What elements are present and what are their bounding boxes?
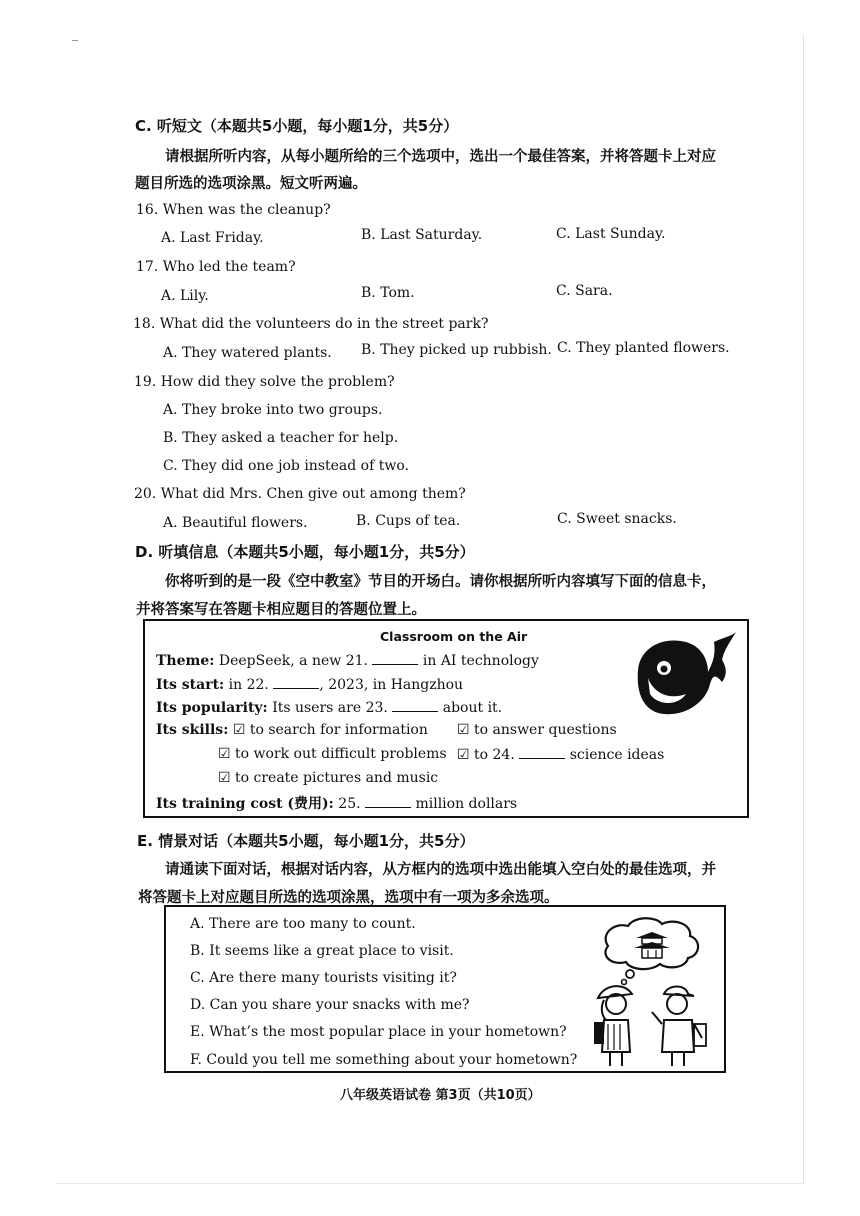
question-17-option-b: B. Tom.	[361, 285, 415, 301]
card-start-row	[156, 676, 463, 693]
question-19-option-a: A. They broke into two groups.	[163, 402, 383, 418]
checkbox-icon: ☑	[457, 747, 470, 763]
card-cost-row	[156, 793, 517, 813]
popularity-text-before: Its users are 23.	[272, 700, 388, 716]
section-c-heading: C. 听短文（本题共5小题，每小题1分，共5分）	[135, 117, 459, 135]
question-17-option-c: C. Sara.	[556, 283, 613, 299]
question-16-option-a: A. Last Friday.	[161, 230, 264, 246]
skill-24-after: science ideas	[569, 747, 665, 763]
cost-text-before: 25.	[338, 796, 361, 812]
checkbox-icon: ☑	[457, 722, 470, 738]
skill-answer: to answer questions	[474, 722, 617, 738]
page-footer: 八年级英语试卷 第3页（共10页）	[340, 1088, 541, 1103]
two-people-talking-icon	[590, 912, 720, 1070]
blank-24[interactable]	[519, 746, 565, 759]
scan-edge-bottom	[56, 1183, 804, 1184]
scan-speck	[72, 40, 78, 41]
section-d-instruction-2: 并将答案写在答题卡相应题目的答题位置上。	[136, 602, 426, 618]
start-text-after: , 2023, in Hangzhou	[319, 677, 464, 693]
blank-22[interactable]	[273, 676, 319, 689]
theme-text-before: DeepSeek, a new 21.	[218, 653, 368, 669]
skill-create: to create pictures and music	[235, 770, 439, 786]
question-20-option-b: B. Cups of tea.	[356, 513, 461, 529]
question-17-option-a: A. Lily.	[161, 288, 209, 304]
question-20-option-c: C. Sweet snacks.	[557, 511, 677, 527]
card-theme-row	[156, 652, 539, 669]
section-d-heading: D. 听填信息（本题共5小题，每小题1分，共5分）	[135, 543, 475, 561]
theme-label: Theme:	[156, 653, 215, 669]
theme-text-after: in AI technology	[422, 653, 539, 669]
question-16: 16. When was the cleanup?	[136, 202, 331, 218]
scan-edge-right	[803, 34, 804, 1184]
question-18: 18. What did the volunteers do in the street park?	[133, 316, 489, 332]
popularity-text-after: about it.	[442, 700, 503, 716]
checkbox-icon: ☑	[218, 746, 231, 762]
option-d: D. Can you share your snacks with me?	[190, 997, 470, 1013]
card-skills-item-2	[457, 722, 617, 738]
skill-problems: to work out difficult problems	[235, 746, 447, 762]
section-c-instruction-2: 题目所选的选项涂黑。短文听两遍。	[135, 176, 367, 192]
whale-icon	[628, 628, 740, 720]
card-skills-item-3	[218, 746, 447, 762]
blank-23[interactable]	[392, 699, 438, 712]
card-skills-item-5	[218, 770, 438, 786]
question-20: 20. What did Mrs. Chen give out among them?	[134, 486, 466, 502]
card-skills-item-4	[457, 746, 664, 763]
card-popularity-row	[156, 699, 502, 716]
section-d-instruction-1: 你将听到的是一段《空中教室》节目的开场白。请你根据所听内容填写下面的信息卡，	[165, 574, 716, 590]
option-c: C. Are there many tourists visiting it?	[190, 970, 457, 986]
question-19-option-b: B. They asked a teacher for help.	[163, 430, 399, 446]
section-e-instruction-1: 请通读下面对话，根据对话内容，从方框内的选项中选出能填入空白处的最佳选项，并	[165, 862, 716, 878]
skill-search: to search for information	[249, 722, 428, 738]
question-18-option-a: A. They watered plants.	[163, 345, 332, 361]
checkbox-icon: ☑	[218, 770, 231, 786]
skills-label: Its skills:	[156, 722, 229, 738]
section-c-instruction-1: 请根据所听内容，从每小题所给的三个选项中，选出一个最佳答案，并将答题卡上对应	[165, 149, 716, 165]
cost-label: Its training cost (费用):	[156, 796, 334, 812]
question-17: 17. Who led the team?	[136, 259, 296, 275]
card-skills-row-1	[156, 722, 428, 738]
question-16-option-c: C. Last Sunday.	[556, 226, 666, 242]
start-text-before: in 22.	[228, 677, 269, 693]
info-card-title: Classroom on the Air	[380, 629, 528, 644]
checkbox-icon: ☑	[232, 722, 246, 738]
blank-21[interactable]	[372, 652, 418, 665]
question-19-option-c: C. They did one job instead of two.	[163, 458, 409, 474]
question-19: 19. How did they solve the problem?	[134, 374, 395, 390]
option-a: A. There are too many to count.	[190, 916, 416, 932]
question-16-option-b: B. Last Saturday.	[361, 227, 483, 243]
question-20-option-a: A. Beautiful flowers.	[163, 515, 308, 531]
option-f: F. Could you tell me something about your hometown?	[190, 1052, 578, 1068]
blank-25[interactable]	[365, 795, 411, 808]
section-e-heading: E. 情景对话（本题共5小题，每小题1分，共5分）	[137, 832, 475, 850]
section-e-instruction-2: 将答题卡上对应题目所选的选项涂黑，选项中有一项为多余选项。	[138, 890, 559, 906]
option-e: E. What’s the most popular place in your hometown?	[190, 1024, 567, 1040]
skill-24-before: to 24.	[474, 747, 515, 763]
option-b: B. It seems like a great place to visit.	[190, 943, 454, 959]
cost-text-after: million dollars	[415, 796, 518, 812]
start-label: Its start:	[156, 677, 225, 693]
question-18-option-b: B. They picked up rubbish.	[361, 342, 552, 358]
popularity-label: Its popularity:	[156, 700, 268, 716]
question-18-option-c: C. They planted flowers.	[557, 340, 730, 356]
